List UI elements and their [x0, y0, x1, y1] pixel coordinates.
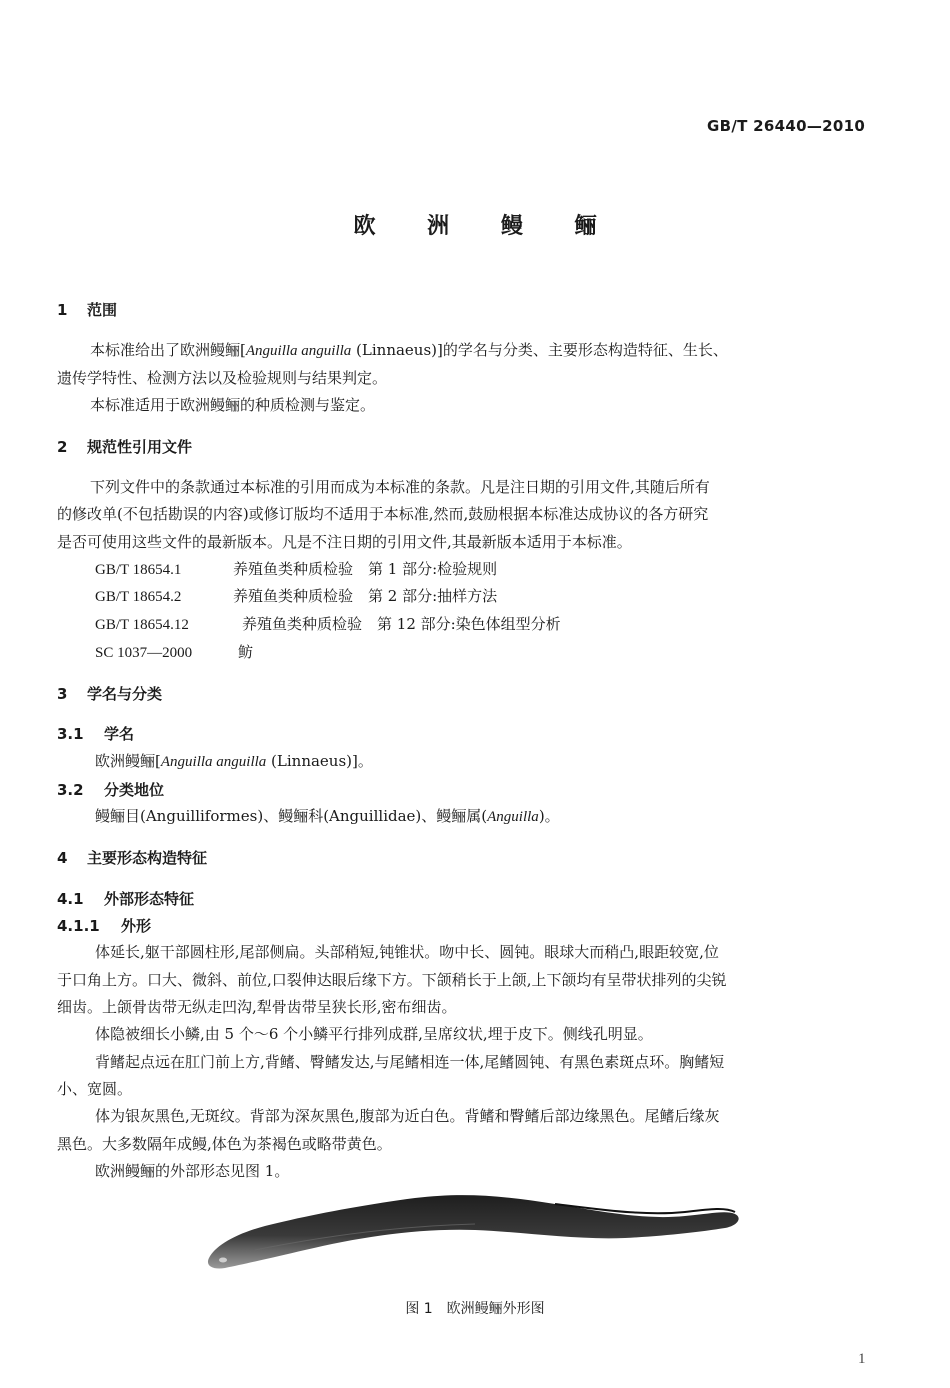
page-number: 1	[858, 1351, 866, 1367]
reference-item	[95, 585, 497, 606]
section-2-heading	[57, 436, 192, 457]
eel-figure-image	[195, 1180, 755, 1280]
paragraph-line: 下列文件中的条款通过本标准的引用而成为本标准的条款。凡是注日期的引用文件,其随后所有	[90, 478, 710, 496]
subsection-title: 外形	[121, 917, 152, 935]
eel-body	[208, 1195, 739, 1268]
subsection-number: 4.1.1	[57, 917, 100, 935]
reference-title: 养殖鱼类种质检验 第 1 部分:检验规则	[233, 560, 498, 578]
eel-eye	[219, 1258, 227, 1263]
paragraph	[95, 804, 560, 830]
subsection-title: 分类地位	[104, 781, 165, 799]
text-run: 欧洲鳗鲡[	[95, 752, 161, 770]
section-title: 范围	[87, 301, 118, 319]
figure-caption: 图 1 欧洲鳗鲡外形图	[405, 1301, 545, 1317]
section-number: 3	[57, 685, 68, 703]
paragraph	[95, 749, 373, 775]
paragraph: 本标准适用于欧洲鳗鲡的种质检测与鉴定。	[90, 396, 376, 414]
section-title: 规范性引用文件	[87, 438, 193, 456]
paragraph-line: 体为银灰黑色,无斑纹。背部为深灰黑色,腹部为近白色。背鳍和臀鳍后部边缘黑色。尾鳍后缘灰	[95, 1107, 720, 1125]
reference-code: GB/T 18654.1	[95, 562, 182, 578]
scientific-name: Anguilla anguilla	[245, 343, 352, 359]
section-number: 1	[57, 301, 68, 319]
paragraph-line: 体隐被细长小鳞,由 5 个～6 个小鳞平行排列成群,呈席纹状,埋于皮下。侧线孔明显。	[95, 1025, 653, 1043]
section-number: 2	[57, 438, 68, 456]
reference-item	[95, 641, 253, 662]
subsection-number: 3.2	[57, 781, 84, 799]
scientific-name: Anguilla anguilla	[160, 754, 267, 770]
subsection-number: 4.1	[57, 890, 84, 908]
section-1-heading	[57, 299, 117, 320]
reference-title: 鲂	[238, 643, 254, 661]
section-title: 学名与分类	[87, 685, 163, 703]
paragraph	[90, 338, 728, 364]
text-run: (Linnaeus)]。	[266, 752, 373, 770]
paragraph-line: 背鳍起点远在肛门前上方,背鳍、臀鳍发达,与尾鳍相连一体,尾鳍圆钝、有黑色素斑点环。胸鳍短	[95, 1053, 725, 1071]
paragraph-line: 遗传学特性、检测方法以及检验规则与结果判定。	[57, 369, 388, 387]
paragraph-line: 欧洲鳗鲡的外部形态见图 1。	[95, 1162, 290, 1180]
subsection-title: 学名	[104, 725, 135, 743]
text-run: 本标准给出了欧洲鳗鲡[	[90, 341, 246, 359]
paragraph-line: 小、宽圆。	[57, 1080, 133, 1098]
standard-code: GB/T 26440—2010	[707, 117, 866, 135]
document-title: 欧 洲 鳗 鲡	[353, 214, 619, 239]
subsection-4-1-heading	[57, 888, 194, 909]
paragraph-line: 是否可使用这些文件的最新版本。凡是不注日期的引用文件,其最新版本适用于本标准。	[57, 533, 632, 551]
section-title: 主要形态构造特征	[87, 849, 208, 867]
scientific-name: Anguilla	[487, 809, 539, 825]
reference-code: SC 1037—2000	[95, 645, 193, 661]
text-run: 鳗鲡目(Anguilliformes)、鳗鲡科(Anguillidae)、鳗鲡属(	[95, 807, 488, 825]
section-3-heading	[57, 683, 162, 704]
section-4-heading	[57, 847, 207, 868]
reference-code: GB/T 18654.12	[95, 617, 189, 633]
reference-title: 养殖鱼类种质检验 第 12 部分:染色体组型分析	[242, 615, 561, 633]
reference-item	[95, 613, 561, 634]
reference-code: GB/T 18654.2	[95, 589, 182, 605]
paragraph-line: 于口角上方。口大、微斜、前位,口裂伸达眼后缘下方。下颌稍长于上颌,上下颌均有呈带状排列的尖锐	[57, 971, 727, 989]
text-run: )。	[538, 807, 560, 825]
paragraph-line: 细齿。上颌骨齿带无纵走凹沟,犁骨齿带呈狭长形,密布细齿。	[57, 998, 457, 1016]
section-number: 4	[57, 849, 68, 867]
paragraph-line: 黑色。大多数隔年成鳗,体色为茶褐色或略带黄色。	[57, 1135, 392, 1153]
reference-item	[95, 558, 497, 579]
subsection-4-1-1-heading	[57, 915, 151, 936]
paragraph-line: 体延长,躯干部圆柱形,尾部侧扁。头部稍短,钝锥状。吻中长、圆钝。眼球大而稍凸,眼距较宽,位	[95, 943, 719, 961]
subsection-number: 3.1	[57, 725, 84, 743]
subsection-3-1-heading	[57, 723, 134, 744]
paragraph-line: 的修改单(不包括勘误的内容)或修订版均不适用于本标准,然而,鼓励根据本标准达成协议的各方研究	[57, 505, 709, 523]
subsection-3-2-heading	[57, 779, 164, 800]
text-run: (Linnaeus)]的学名与分类、主要形态构造特征、生长、	[351, 341, 728, 359]
subsection-title: 外部形态特征	[104, 890, 195, 908]
reference-title: 养殖鱼类种质检验 第 2 部分:抽样方法	[233, 587, 498, 605]
